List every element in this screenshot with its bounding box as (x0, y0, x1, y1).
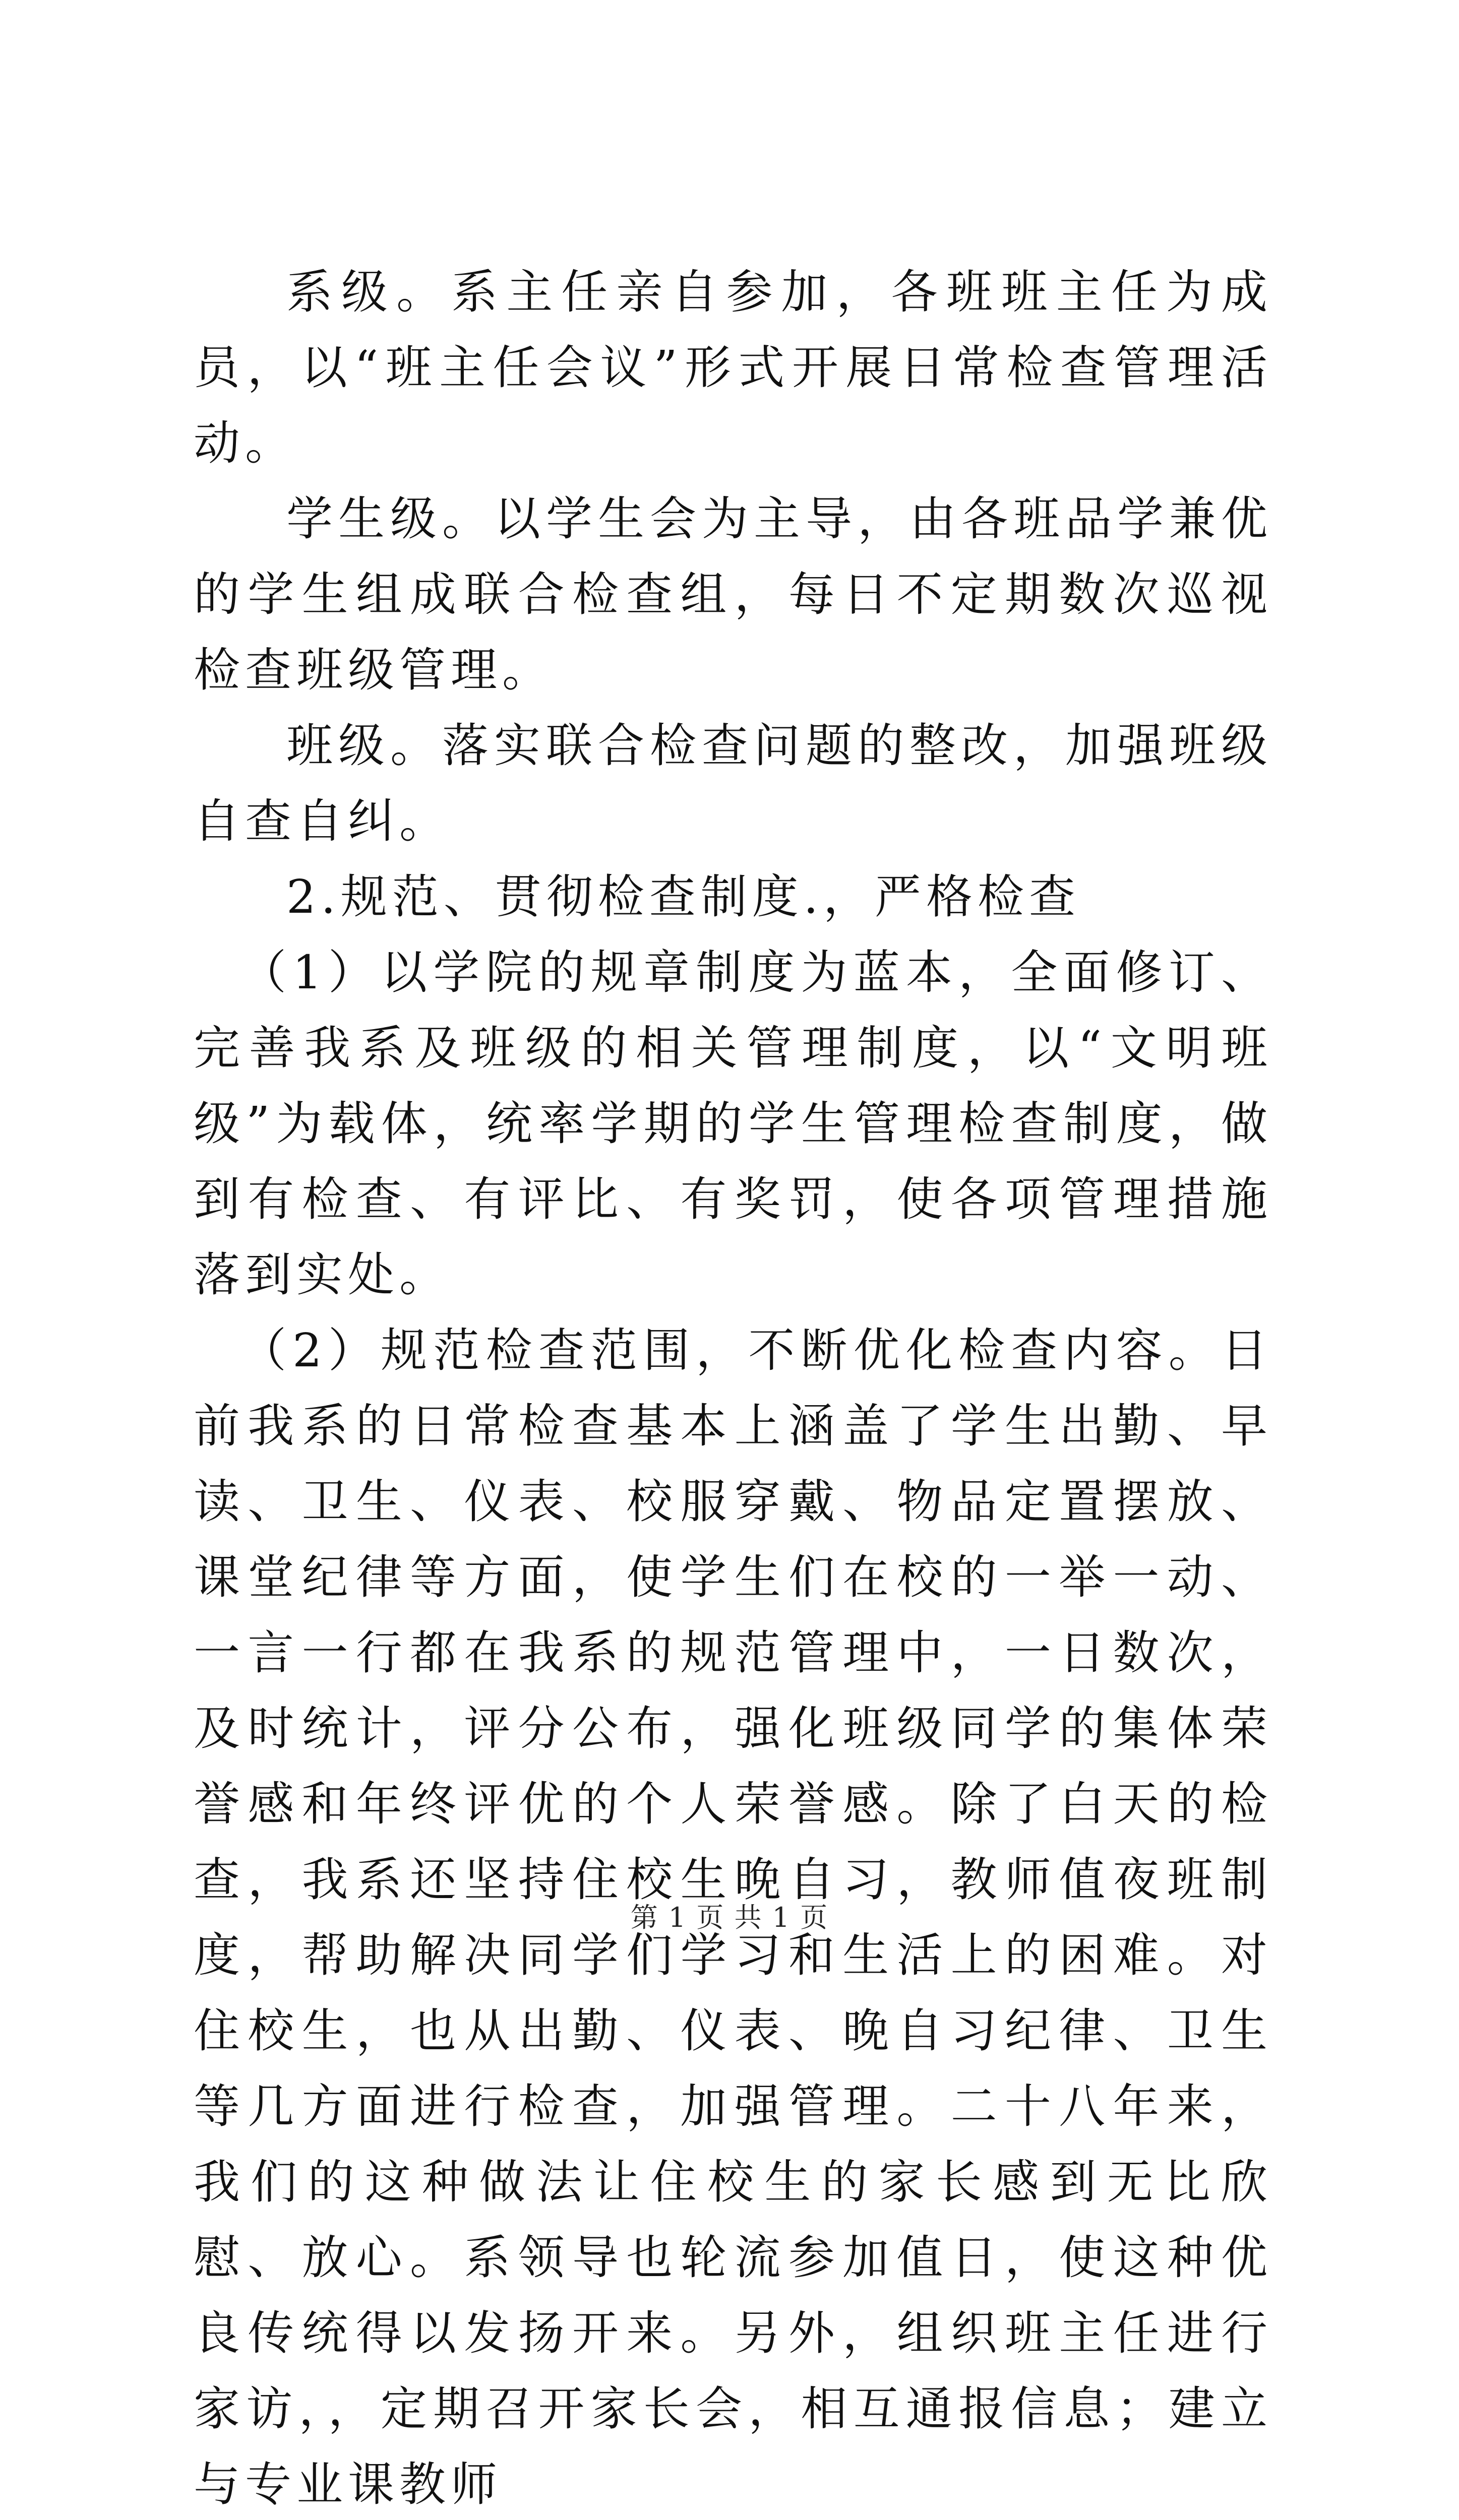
paragraph-department-level: 系级。系主任亲自参加，各班班主任为成员，以“班主任会议”形式开展日常检查管理活动。 (194, 265, 1272, 470)
section-heading-inspection-system: 2.规范、贯彻检查制度.，严格检查 (286, 870, 1081, 924)
paragraph-item-1: （1）以学院的规章制度为蓝本，全面修订、完善我系及班级的相关管理制度，以“文明班级”为载体，统率学期的学生管理检查制度，做到有检查、有评比、有奖罚，使各项管理措施落到实处。 (194, 946, 1272, 1302)
document-body (194, 255, 1272, 2520)
paragraph-class-level: 班级。落实联合检查问题的整改，加强班级自查自纠。 (194, 719, 1272, 848)
paragraph-student-level: 学生级。以学生会为主导，由各班品学兼优的学生组成联合检查组，每日不定期数次巡视检查班级管理。 (194, 492, 1272, 697)
page-footer: 第 1 页 共 1 页 (630, 1902, 829, 1933)
paragraph-item-2: （2）规范检查范围，不断优化检查内容。日前我系的日常检查基本上涵盖了学生出勤、早读、卫生、仪表、校服穿戴、物品定置摆放、课堂纪律等方面，使学生们在校的一举一动、一言一行都在我系的规范管理中，一日数次，及时统计，评分公布，强化班级同学的集体荣誉感和年终评优的个人荣誉感。除了白天的检查，我系还坚持住校生晚自习，教师值夜班制度，帮助解决同学们学习和生活上的困难。对住校生，也从出勤、仪表、晚自习纪律、卫生等几方面进行检查，加强管理。二十八年来，我们的这种做法让住校生的家长感到无比欣慰、放心。系领导也轮流参加值日，使这种优良传统得以发扬开来。另外，组织班主任进行家访，，定期召开家长会，相互通报信息；建立与专业课教师 (194, 1324, 1272, 2511)
